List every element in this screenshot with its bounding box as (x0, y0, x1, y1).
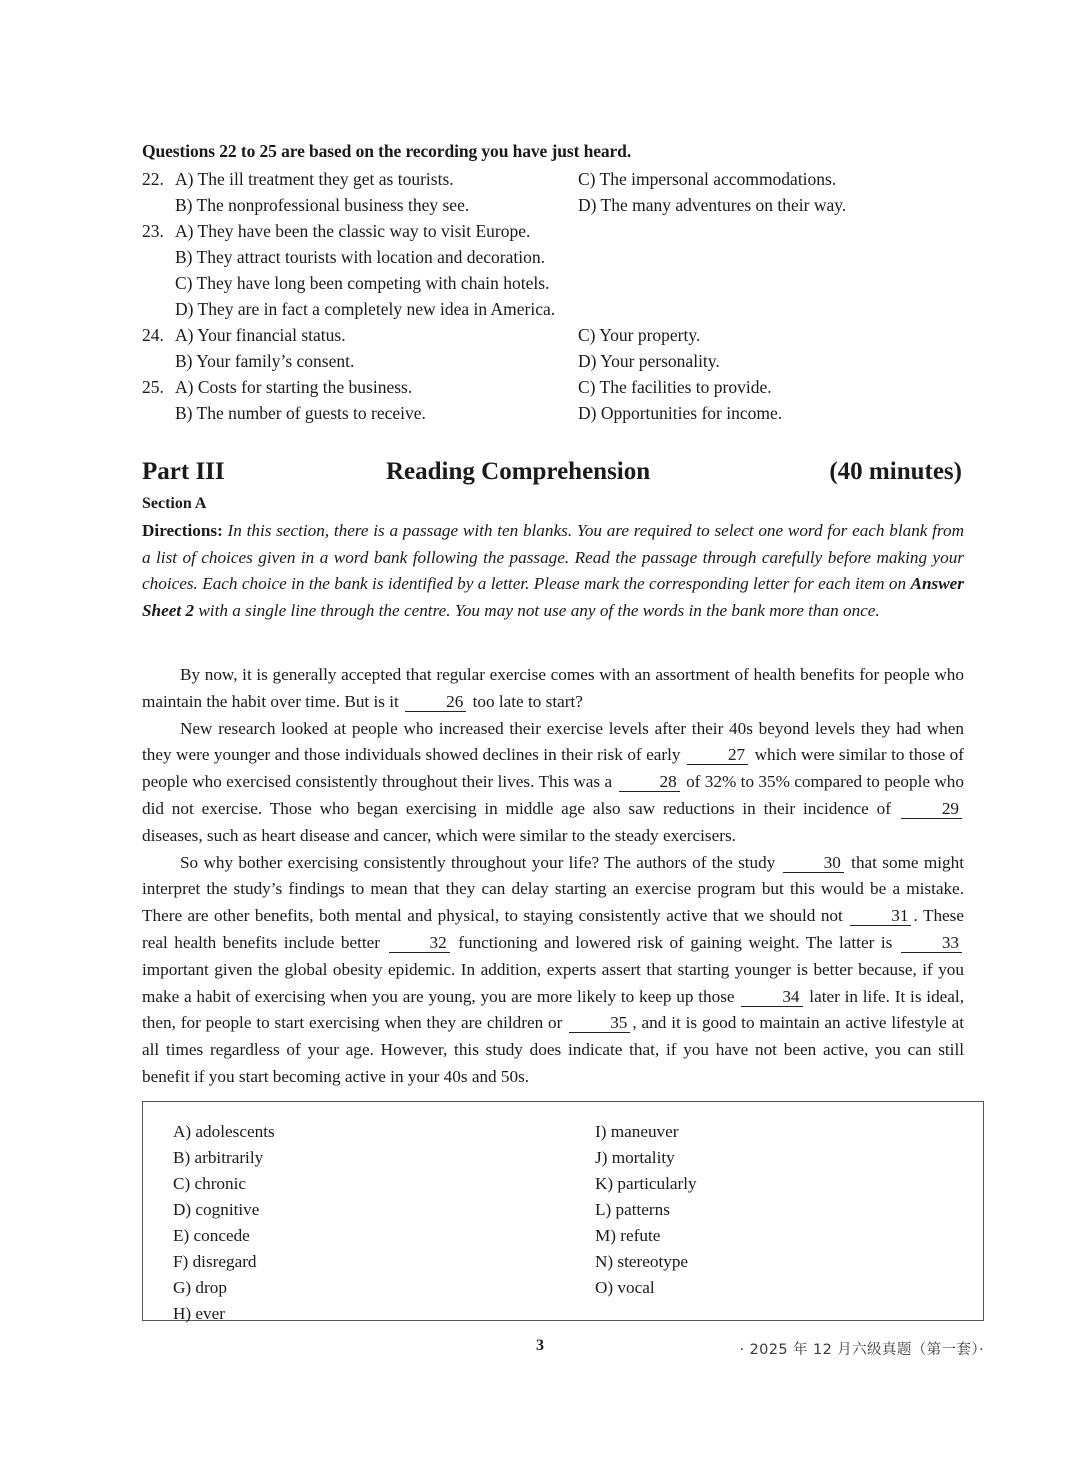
question-row (142, 218, 982, 244)
question-number: 25. (142, 377, 164, 397)
word-bank-column-left (173, 1119, 275, 1327)
question-row (142, 322, 982, 348)
question-option-right[interactable]: D) Opportunities for income. (578, 403, 783, 423)
passage-text: By now, it is generally accepted that regular exercise comes with an assortment of health benefits for people who maintain the habit over time. But is it (142, 665, 964, 711)
question-row (142, 270, 982, 296)
blank-33[interactable]: 33 (901, 934, 962, 953)
page-number: 3 (536, 1337, 544, 1354)
word-bank-item[interactable]: H) ever (173, 1304, 226, 1323)
passage-text: that some might interpret the study’s findings to mean that they can delay starting an exercise program but this would be a mistake. There are other benefits, both mental and physical, to staying consistently active that we should not (142, 852, 964, 926)
part-header (142, 457, 962, 487)
word-bank-item[interactable]: A) adolescents (173, 1122, 275, 1141)
word-bank-item[interactable]: G) drop (173, 1278, 227, 1297)
question-option-right[interactable]: C) The facilities to provide. (578, 377, 772, 397)
section-label: Section A (142, 495, 207, 512)
directions-paragraph (142, 518, 964, 624)
question-option-left[interactable]: B) The nonprofessional business they see. (175, 195, 470, 215)
word-bank-item[interactable]: F) disregard (173, 1252, 257, 1271)
question-option-left[interactable]: A) Costs for starting the business. (175, 377, 413, 397)
question-number: 24. (142, 325, 164, 345)
listening-questions-block (142, 138, 982, 426)
question-row (142, 296, 982, 322)
directions-text-part2: with a single line through the centre. You may not use any of the words in the bank more than once. (194, 600, 880, 620)
passage-paragraph-3 (142, 850, 964, 1091)
blank-29[interactable]: 29 (901, 800, 962, 819)
part-title: Reading Comprehension (386, 458, 651, 485)
passage-text: important given the global obesity epidemic. In addition, experts assert that starting younger is better because, if you make a habit of exercising when you are young, you are more likely to keep up those (142, 959, 964, 1006)
directions-answer-sheet-emphasis: Answer Sheet 2 (142, 574, 964, 620)
passage-text: , and it is good to maintain an active lifestyle at all times regardless of your age. However, this study does indicate that, if you have not been active, you can still benefit if you start becoming active in your 40s and 50s. (142, 1013, 964, 1086)
question-number: 22. (142, 169, 164, 189)
footer-source-note: · 2025 年 12 月六级真题（第一套）· (739, 1342, 984, 1358)
question-row (142, 348, 982, 374)
passage-text: New research looked at people who increased their exercise levels after their 40s beyond levels they had when they were younger and those individuals showed declines in their risk of early (142, 718, 964, 765)
passage-text: of 32% to 35% compared to people who did not exercise. Those who began exercising in middle age also saw reductions in their incidence of (142, 772, 964, 818)
word-bank-column-right (595, 1119, 697, 1301)
blank-32[interactable]: 32 (389, 934, 450, 953)
question-option-right[interactable]: C) Your property. (578, 325, 701, 345)
word-bank-box (142, 1101, 984, 1321)
passage-text: . These real health benefits include better (142, 906, 964, 952)
part-label: Part III (142, 458, 225, 485)
question-row (142, 400, 982, 426)
question-row (142, 192, 982, 218)
word-bank-item[interactable]: D) cognitive (173, 1200, 260, 1219)
word-bank-item[interactable]: N) stereotype (595, 1252, 689, 1271)
part-time-allotted: (40 minutes) (829, 458, 962, 485)
question-option-left[interactable]: A) Your financial status. (175, 325, 346, 345)
question-option-right[interactable]: D) The many adventures on their way. (578, 195, 847, 215)
word-bank-item[interactable]: C) chronic (173, 1174, 247, 1193)
blank-35[interactable]: 35 (569, 1014, 630, 1033)
word-bank-item[interactable]: M) refute (595, 1226, 661, 1245)
listening-questions-heading: Questions 22 to 25 are based on the recording you have just heard. (142, 141, 632, 161)
question-option-left[interactable]: A) The ill treatment they get as tourists. (175, 169, 454, 189)
passage-paragraph-2 (142, 716, 964, 850)
question-number: 23. (142, 221, 164, 241)
blank-34[interactable]: 34 (741, 988, 802, 1007)
word-bank-item[interactable]: O) vocal (595, 1278, 655, 1297)
question-option-left[interactable]: B) They attract tourists with location and decoration. (175, 247, 545, 267)
directions-text-part1: In this section, there is a passage with ten blanks. You are required to select one word for each blank from a list of choices given in a word bank following the passage. Read the passage through carefully before making your choices. Each choice in the bank is identified by a letter. Please mark the corresponding letter for each item on (142, 521, 964, 593)
reading-passage (142, 662, 964, 1091)
blank-26[interactable]: 26 (405, 693, 466, 712)
directions-label: Directions: (142, 521, 223, 540)
word-bank-item[interactable]: I) maneuver (595, 1122, 679, 1141)
blank-27[interactable]: 27 (687, 746, 748, 765)
word-bank-item[interactable]: J) mortality (595, 1148, 675, 1167)
passage-text: too late to start? (468, 691, 583, 711)
blank-31[interactable]: 31 (850, 907, 911, 926)
question-option-left[interactable]: C) They have long been competing with chain hotels. (175, 273, 550, 293)
question-row (142, 166, 982, 192)
word-bank-item[interactable]: E) concede (173, 1226, 250, 1245)
passage-text: later in life. It is ideal, then, for people to start exercising when they are children or (142, 986, 965, 1033)
word-bank-item[interactable]: L) patterns (595, 1200, 670, 1219)
passage-text: So why bother exercising consistently throughout your life? The authors of the study (180, 852, 781, 872)
question-option-left[interactable]: B) The number of guests to receive. (175, 403, 426, 423)
question-option-left[interactable]: D) They are in fact a completely new idea in America. (175, 299, 556, 319)
passage-text: diseases, such as heart disease and cancer, which were similar to the steady exercisers. (142, 825, 736, 845)
passage-text: which were similar to those of people who exercised consistently throughout their lives. This was a (142, 745, 964, 792)
question-option-left[interactable]: A) They have been the classic way to visit Europe. (175, 221, 531, 241)
question-option-right[interactable]: D) Your personality. (578, 351, 720, 371)
question-option-left[interactable]: B) Your family’s consent. (175, 351, 355, 371)
passage-paragraph-1 (142, 662, 964, 716)
blank-30[interactable]: 30 (783, 854, 844, 873)
word-bank-item[interactable]: K) particularly (595, 1174, 697, 1193)
question-option-right[interactable]: C) The impersonal accommodations. (578, 169, 837, 189)
question-row (142, 374, 982, 400)
question-row (142, 244, 982, 270)
passage-text: functioning and lowered risk of gaining weight. The latter is (451, 932, 899, 952)
blank-28[interactable]: 28 (619, 773, 680, 792)
word-bank-item[interactable]: B) arbitrarily (173, 1148, 264, 1167)
